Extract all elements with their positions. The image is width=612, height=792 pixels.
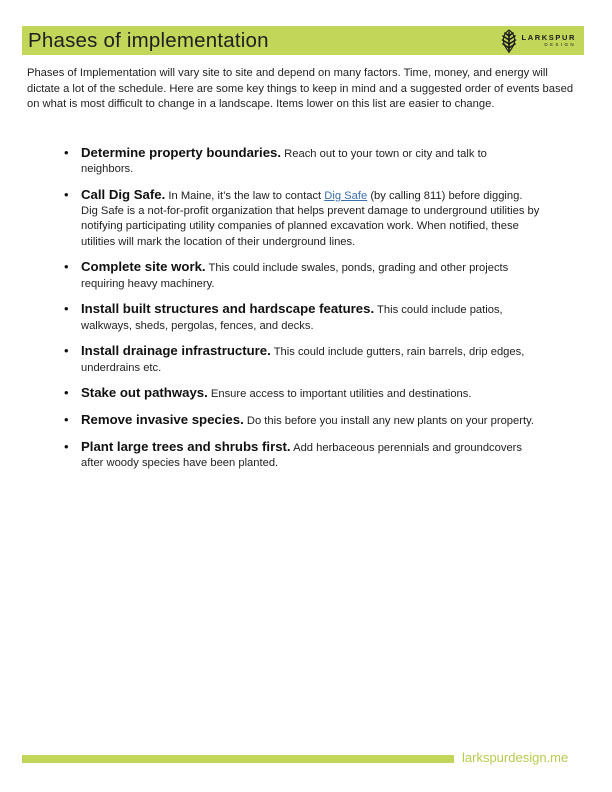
- bullet-icon: •: [64, 439, 69, 454]
- list-item: [64, 385, 541, 402]
- item-title: Determine property boundaries.: [81, 145, 282, 160]
- item-text: This could include gutters, rain barrels, drip edges, underdrains etc.: [81, 346, 525, 374]
- phase-list: [64, 145, 541, 481]
- bullet-icon: •: [64, 385, 69, 401]
- item-text: This could include swales, ponds, grading and other projects requiring heavy machinery.: [81, 262, 509, 290]
- item-title: Remove invasive species.: [81, 412, 244, 428]
- header-band: [22, 26, 584, 55]
- bullet-icon: •: [64, 301, 69, 317]
- logo-text: [522, 34, 576, 47]
- list-item: [64, 145, 541, 177]
- list-item: [64, 259, 541, 291]
- item-title: Install built structures and hardscape features.: [81, 301, 375, 317]
- larkspur-leaf-icon: [499, 29, 519, 53]
- list-item: [64, 187, 541, 250]
- intro-paragraph: Phases of Implementation will vary site to site and depend on many factors. Time, money, and energy will dictate a lot of the schedule. Here are some key things to keep in mind and a suggested order of events based on what is most difficult to change in a landscape. Items lower on this list are easier to change.: [27, 67, 574, 111]
- item-text: Do this before you install any new plants on your property.: [246, 415, 534, 428]
- item-text: This could include patios, walkways, sheds, pergolas, fences, and decks.: [81, 304, 503, 332]
- footer-website-link[interactable]: larkspurdesign.me: [462, 750, 569, 765]
- list-item: [64, 439, 541, 471]
- list-item: [64, 412, 541, 429]
- bullet-icon: •: [64, 187, 69, 202]
- item-text: Add herbaceous perennials and groundcovers after woody species have been planted.: [81, 442, 522, 470]
- dig-safe-link[interactable]: Dig Safe: [324, 190, 368, 202]
- item-title: Complete site work.: [81, 259, 206, 275]
- bullet-icon: •: [64, 343, 69, 359]
- logo-subtitle: DESIGN: [544, 41, 576, 47]
- bullet-icon: •: [64, 412, 69, 428]
- logo-name: LARKSPUR: [521, 33, 576, 42]
- list-item: [64, 301, 541, 333]
- list-item: [64, 343, 541, 375]
- bullet-icon: •: [64, 259, 69, 275]
- larkspur-logo: [499, 29, 576, 53]
- item-text: (by calling 811) before digging. Dig Safe is a not-for-profit organization that helps prevent damage to underground utilities by notifying participating utility companies of planned excavation work. When notified, these utilities will mark the location of their underground lines.: [81, 190, 540, 248]
- footer-bar: [22, 755, 454, 763]
- item-text: Reach out to your town or city and talk to neighbors.: [81, 148, 487, 176]
- bullet-icon: •: [64, 145, 69, 160]
- item-text: Ensure access to important utilities and destinations.: [210, 388, 472, 401]
- item-title: Stake out pathways.: [81, 385, 208, 401]
- item-title: Call Dig Safe.: [81, 187, 166, 202]
- item-text: In Maine, it’s the law to contact: [168, 190, 322, 202]
- item-title: Install drainage infrastructure.: [81, 343, 271, 359]
- page-title: Phases of implementation: [28, 28, 269, 52]
- item-title: Plant large trees and shrubs first.: [81, 439, 291, 454]
